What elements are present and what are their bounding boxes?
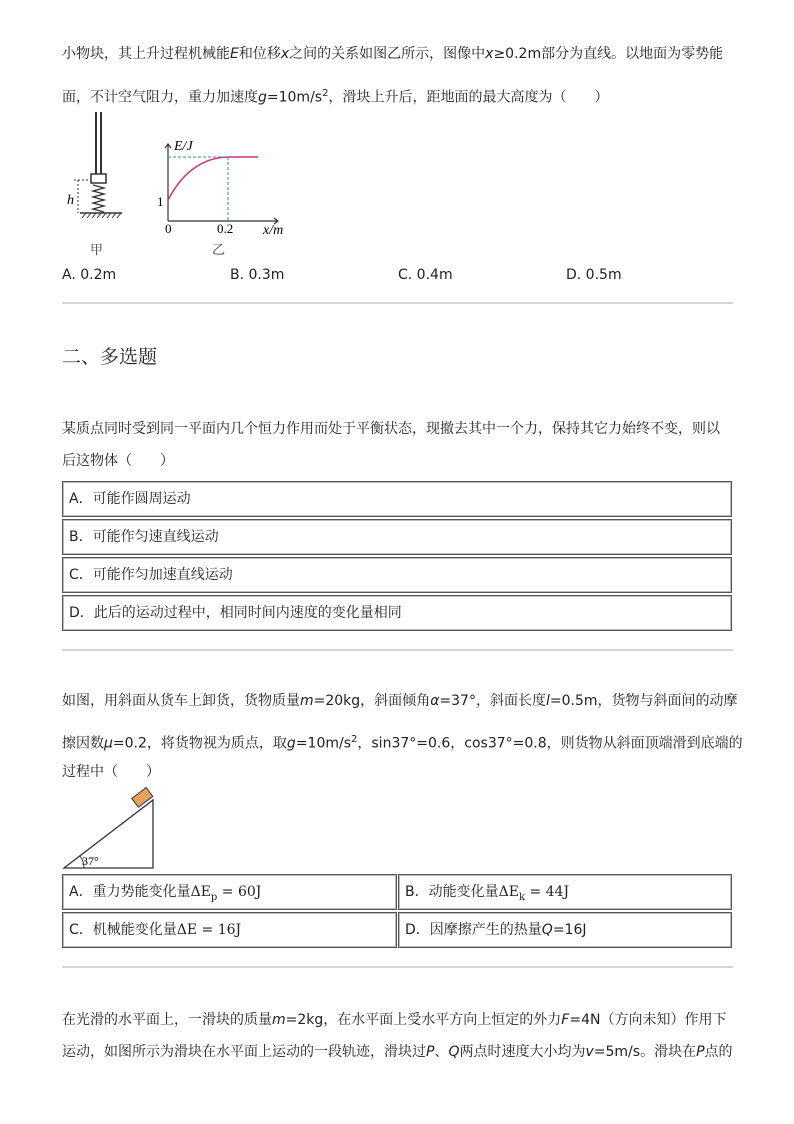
value: = 60J	[217, 884, 262, 900]
q3-line-3: 过程中（ ）	[62, 764, 160, 780]
text: 、	[434, 1044, 449, 1060]
var-Q: Q	[541, 922, 553, 938]
text: =10m/s	[266, 89, 323, 106]
value: = 44J	[525, 884, 570, 900]
var-Q: Q	[448, 1044, 460, 1060]
var-x: x	[280, 46, 290, 62]
text: =0.2，将货物视为质点，取	[112, 735, 287, 752]
spring	[93, 185, 104, 212]
var-m: m	[300, 693, 314, 709]
math: ΔE = 16J	[176, 922, 242, 938]
math: ΔE	[190, 884, 211, 900]
text: 之间的关系如图乙所示，图像中	[289, 46, 486, 62]
subscript: k	[518, 891, 526, 903]
y-label: E/J	[174, 139, 193, 154]
var-x: x	[485, 46, 494, 62]
text: 小物块，其上升过程机械能	[62, 46, 230, 62]
caption-yi: 乙	[212, 243, 226, 258]
q2-option-d[interactable]: D．此后的运动过程中，相同时间内速度的变化量相同	[62, 595, 732, 631]
text: 两点时速度大小均为	[459, 1044, 586, 1060]
q3-option-c[interactable]	[62, 912, 397, 948]
q3-option-b[interactable]	[398, 874, 732, 910]
figure-yi	[150, 136, 300, 260]
text: 和位移	[238, 46, 281, 62]
energy-curve	[168, 157, 258, 200]
q1-option-b[interactable]: B. 0.3m	[230, 267, 285, 283]
var-mu: μ	[104, 735, 113, 752]
var-alpha: α	[430, 693, 440, 709]
q2-option-c[interactable]: C．可能作匀加速直线运动	[62, 557, 732, 593]
q1-line-1	[62, 44, 742, 64]
var-g: g	[258, 89, 267, 106]
text: =4N（方向未知）作用下	[569, 1012, 727, 1028]
var-v: v	[585, 1044, 594, 1060]
divider	[62, 302, 733, 304]
text: ，滑块上升后，距地面的最大高度为（ ）	[328, 89, 609, 106]
caption-jia: 甲	[90, 243, 104, 258]
x-tick: 0.2	[217, 221, 234, 236]
label: D．因摩擦产生的热量	[405, 922, 542, 938]
q2-line-2: 后这物体（ ）	[62, 453, 174, 469]
var-g: g	[286, 735, 296, 752]
text: ≥0.2m部分为直线。以地面为零势能	[493, 46, 724, 62]
text: =2kg，在水平面上受水平方向上恒定的外力	[285, 1012, 562, 1028]
label: C．机械能变化量	[69, 922, 177, 938]
var-m: m	[272, 1012, 286, 1028]
incline-triangle	[64, 800, 153, 868]
var-F: F	[561, 1012, 570, 1028]
label: B．动能变化量	[405, 884, 499, 900]
q3-option-d[interactable]	[398, 912, 732, 948]
text: 运动，如图所示为滑块在水平面上运动的一段轨迹，滑块过	[62, 1044, 426, 1060]
var-E: E	[230, 46, 239, 62]
text: 在光滑的水平面上，一滑块的质量	[62, 1012, 272, 1028]
q1-option-c[interactable]: C. 0.4m	[398, 267, 453, 283]
q3-line-1	[62, 691, 742, 711]
math: ΔE	[498, 884, 519, 900]
divider	[62, 966, 733, 968]
text: 如图，用斜面从货车上卸货，货物质量	[62, 693, 300, 709]
var-l: l	[545, 693, 550, 709]
text: =20kg，斜面倾角	[313, 693, 431, 709]
q1-option-d[interactable]: D. 0.5m	[566, 267, 622, 283]
q2-option-b[interactable]: B．可能作匀速直线运动	[62, 519, 732, 555]
superscript: 2	[322, 88, 329, 99]
var-P: P	[696, 1044, 705, 1060]
q3-line-2	[62, 730, 742, 754]
q1-option-a[interactable]: A. 0.2m	[62, 267, 117, 283]
q2-line-1: 某质点同时受到同一平面内几个恒力作用而处于平衡状态，现撤去其中一个力，保持其它力始终不变，则以	[62, 421, 720, 437]
text: 点的	[704, 1044, 733, 1060]
text: 擦因数	[62, 735, 104, 752]
var-P: P	[426, 1044, 435, 1060]
text: =0.5m，货物与斜面间的动摩	[549, 693, 738, 709]
q4-line-2	[62, 1042, 742, 1062]
subscript: p	[210, 891, 218, 903]
q3-option-a[interactable]	[62, 874, 397, 910]
x-label: x/m	[263, 223, 284, 238]
divider	[62, 649, 733, 651]
figure-incline	[62, 786, 162, 872]
text: =5m/s。滑块在	[593, 1044, 697, 1060]
text: =10m/s	[295, 735, 352, 752]
origin-label: 0	[165, 221, 172, 236]
q4-line-1	[62, 1010, 742, 1030]
label: A．重力势能变化量	[69, 884, 191, 900]
label-h: h	[67, 193, 74, 208]
section-title: 二、多选题	[62, 346, 158, 368]
slider-block	[91, 174, 106, 183]
superscript: 2	[351, 734, 358, 745]
text: 面，不计空气阻力，重力加速度	[62, 89, 258, 106]
q1-line-2	[62, 84, 742, 108]
text: =37°，斜面长度	[439, 693, 546, 709]
figure-jia	[60, 110, 130, 260]
value: =16J	[552, 922, 587, 938]
y-tick: 1	[157, 194, 164, 209]
q2-option-a[interactable]: A．可能作圆周运动	[62, 481, 732, 517]
text: ，sin37°=0.6，cos37°=0.8，则货物从斜面顶端滑到底端的	[357, 735, 743, 752]
angle-label: 37°	[82, 854, 99, 868]
